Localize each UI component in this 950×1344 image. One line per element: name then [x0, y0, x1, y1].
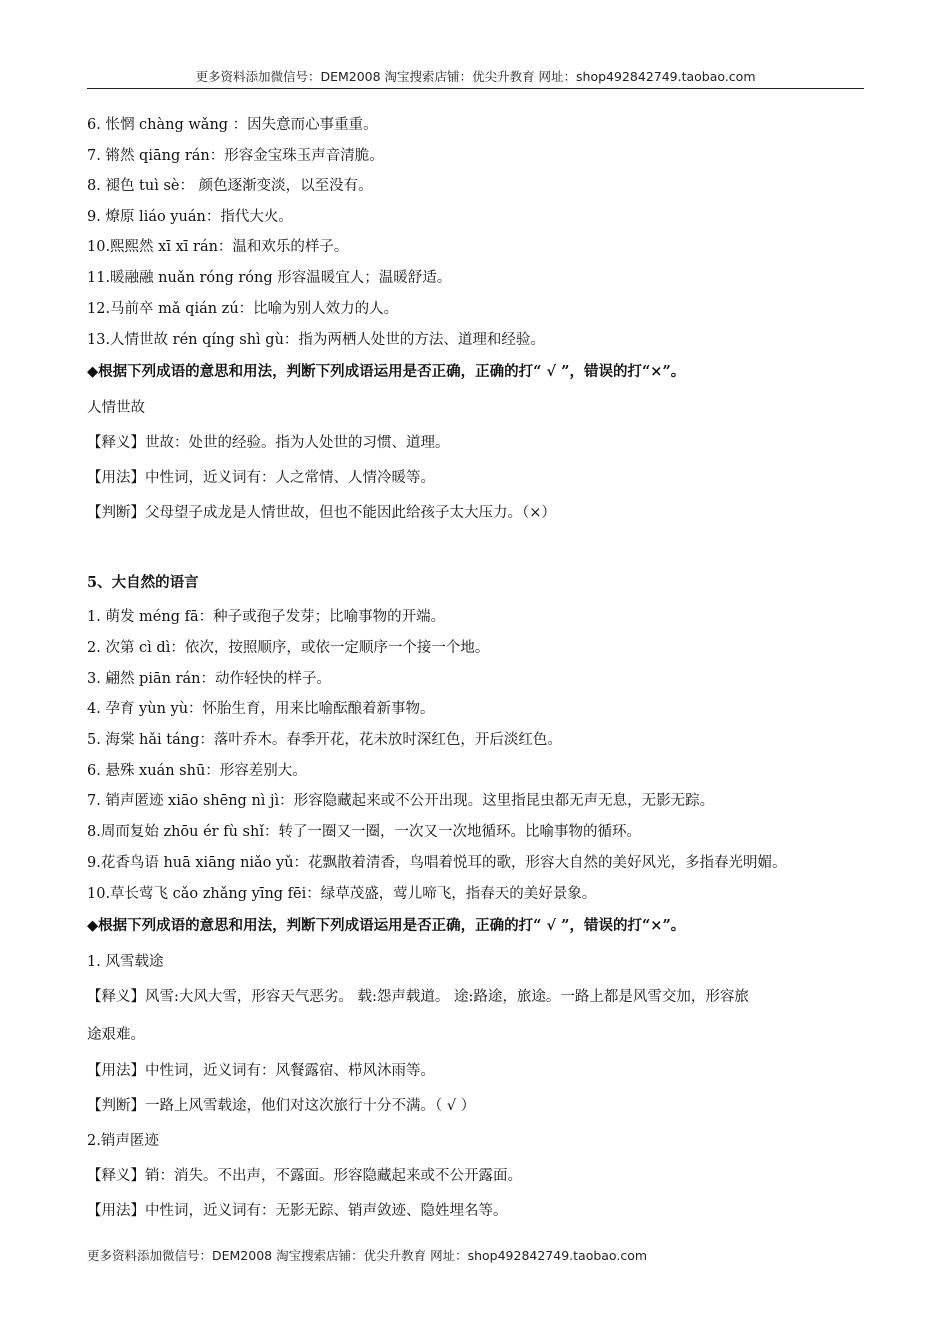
vocab-item: 2. 次第 cì dì：依次，按照顺序，或依一定顺序一个接一个地。 [87, 640, 490, 656]
vocab-item: 6. 怅惘 chàng wǎng ：因失意而心事重重。 [87, 117, 378, 133]
idiom-usage: 【用法】中性词，近义词有：无影无踪、销声敛迹、隐姓埋名等。 [87, 1203, 508, 1219]
vocab-item: 3. 翩然 piān rán：动作轻快的样子。 [87, 671, 331, 687]
idiom-title: 1. 风雪载途 [87, 954, 164, 970]
idiom-definition: 【释义】风雪:大风大雪，形容天气恶劣。 载:怨声载道。 途:路途，旅途。一路上都是风雪交加，形容旅 [87, 989, 749, 1005]
vocab-item: 10.草长莺飞 cǎo zhǎng yīng fēi：绿草茂盛，莺儿啼飞，指春天的美好景象。 [87, 886, 597, 902]
vocab-item: 13.人情世故 rén qíng shì gù：指为两栖人处世的方法、道理和经验。 [87, 332, 545, 348]
idiom-definition: 【释义】销：消失。不出声，不露面。形容隐藏起来或不公开露面。 [87, 1168, 522, 1184]
page-header: 更多资料添加微信号：DEM2008 淘宝搜索店铺：优尖升教育 网址：shop492842749.taobao.com [87, 68, 864, 89]
vocab-item: 7. 销声匿迹 xiāo shēng nì jì：形容隐藏起来或不公开出现。这里指昆虫都无声无息，无影无踪。 [87, 793, 715, 809]
vocab-item: 1. 萌发 méng fā：种子或孢子发芽；比喻事物的开端。 [87, 609, 446, 625]
idiom-usage: 【用法】中性词，近义词有：风餐露宿、栉风沐雨等。 [87, 1063, 435, 1079]
vocab-item: 4. 孕育 yùn yù：怀胎生育，用来比喻酝酿着新事物。 [87, 701, 435, 717]
vocab-item: 11.暖融融 nuǎn róng róng 形容温暖宜人；温暖舒适。 [87, 270, 452, 286]
instruction-heading: ◆根据下列成语的意思和用法，判断下列成语运用是否正确，正确的打“ √ ”，错误的打“×”。 [87, 363, 686, 380]
vocab-item: 9. 燎原 liáo yuán：指代大火。 [87, 209, 293, 225]
vocab-item: 6. 悬殊 xuán shū：形容差别大。 [87, 763, 307, 779]
idiom-definition-continued: 途艰难。 [87, 1027, 145, 1043]
instruction-heading: ◆根据下列成语的意思和用法，判断下列成语运用是否正确，正确的打“ √ ”，错误的打“×”。 [87, 917, 686, 934]
vocab-item: 8.周而复始 zhōu ér fù shǐ：转了一圈又一圈，一次又一次地循环。比喻事物的循环。 [87, 824, 641, 840]
idiom-usage: 【用法】中性词，近义词有：人之常情、人情冷暖等。 [87, 470, 435, 486]
idiom-judgment: 【判断】一路上风雪载途，他们对这次旅行十分不满。（ √ ） [87, 1098, 476, 1114]
idiom-judgment: 【判断】父母望子成龙是人情世故，但也不能因此给孩子太大压力。（×） [87, 505, 556, 521]
vocab-item: 8. 褪色 tuì sè： 颜色逐渐变淡，以至没有。 [87, 178, 373, 194]
vocab-item: 9.花香鸟语 huā xiāng niǎo yǔ：花飘散着清香，鸟唱着悦耳的歌，形容大自然的美好风光，多指春光明媚。 [87, 855, 787, 871]
idiom-definition: 【释义】世故：处世的经验。指为人处世的习惯、道理。 [87, 435, 450, 451]
section-title: 5、大自然的语言 [87, 574, 199, 591]
vocab-item: 5. 海棠 hǎi táng：落叶乔木。春季开花，花未放时深红色，开后淡红色。 [87, 732, 562, 748]
vocab-item: 12.马前卒 mǎ qián zú：比喻为别人效力的人。 [87, 301, 399, 317]
idiom-title: 2.销声匿迹 [87, 1133, 159, 1149]
idiom-title: 人情世故 [87, 400, 145, 416]
vocab-item: 10.熙熙然 xī xī rán：温和欢乐的样子。 [87, 239, 349, 255]
page-footer: 更多资料添加微信号：DEM2008 淘宝搜索店铺：优尖升教育 网址：shop492842749.taobao.com [87, 1248, 648, 1263]
vocab-item: 7. 锵然 qiāng rán：形容金宝珠玉声音清脆。 [87, 148, 384, 164]
